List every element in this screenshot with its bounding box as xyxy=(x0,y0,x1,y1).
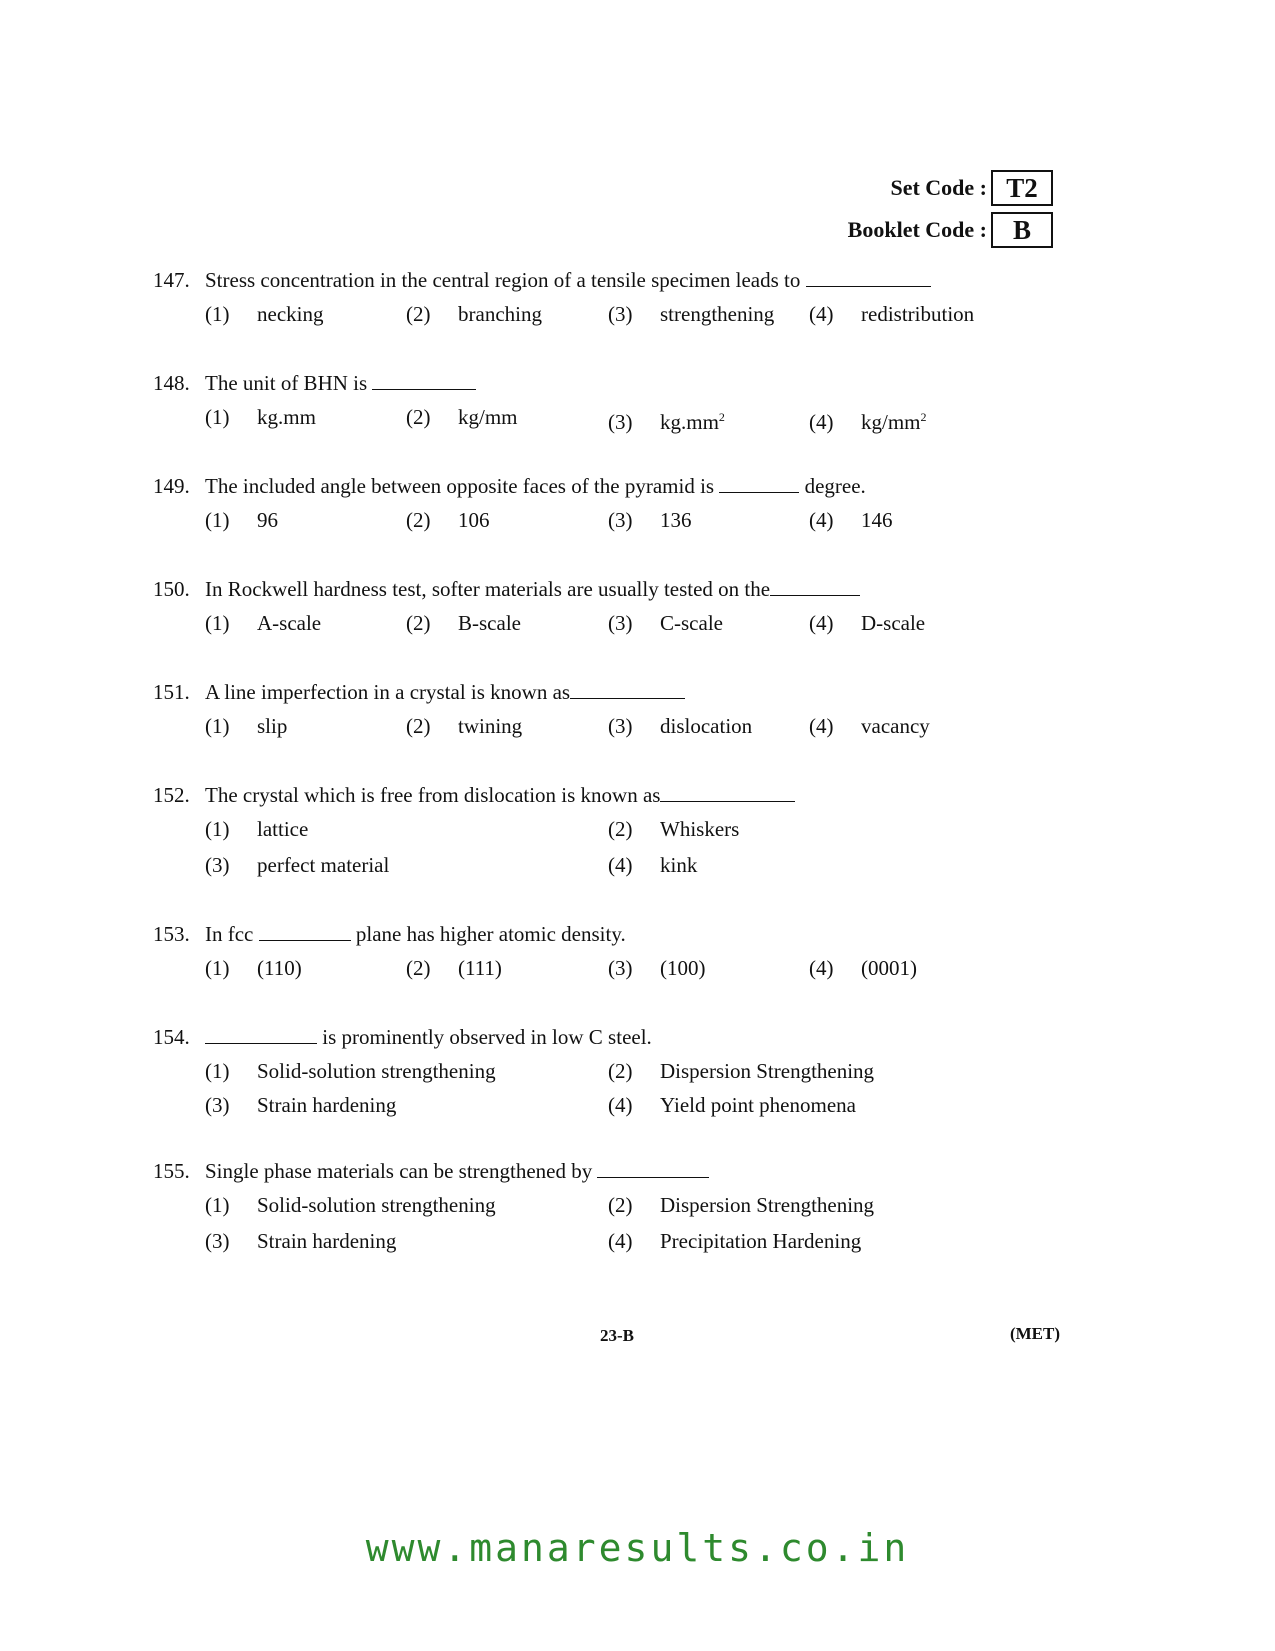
question-text-after: degree. xyxy=(804,474,866,498)
question-150 xyxy=(153,572,926,640)
question-text: In Rockwell hardness test, softer materials are usually tested on the xyxy=(205,577,771,601)
option-2: (2) B-scale xyxy=(406,611,521,635)
option-2: (2) branching xyxy=(406,302,542,326)
option-4: (4) $kg/mm^2$ xyxy=(809,410,927,434)
options xyxy=(153,503,893,537)
option-2: (2) twining xyxy=(406,714,523,738)
answer-blank xyxy=(205,1025,317,1044)
question-stem xyxy=(153,1020,652,1054)
question-text: The unit of BHN is xyxy=(205,371,368,395)
options xyxy=(153,400,927,434)
watermark-url[interactable]: www.manaresults.co.in xyxy=(365,1526,910,1570)
option-1: (1) kg.mm xyxy=(205,405,316,429)
question-stem xyxy=(153,917,626,951)
answer-blank xyxy=(770,577,860,596)
question-text: Stress concentration in the central region of a tensile specimen leads to xyxy=(205,268,801,292)
options xyxy=(153,1188,875,1260)
option-4: (4) Yield point phenomena xyxy=(608,1093,856,1117)
option-3: (3) 136 xyxy=(608,508,692,532)
option-1: (1) A-scale xyxy=(205,611,322,635)
question-number: 155. xyxy=(153,1159,190,1183)
question-149 xyxy=(153,469,893,537)
question-stem xyxy=(153,263,931,297)
question-155 xyxy=(153,1154,875,1260)
question-stem xyxy=(153,675,685,709)
option-3: (3) Strain hardening xyxy=(205,1229,397,1253)
option-4: (4) kink xyxy=(608,853,698,877)
option-1: (1) necking xyxy=(205,302,324,326)
question-text: In fcc xyxy=(205,922,254,946)
option-3: (3) dislocation xyxy=(608,714,753,738)
option-3: (3) C-scale xyxy=(608,611,723,635)
option-3: (3) Strain hardening xyxy=(205,1093,397,1117)
answer-blank xyxy=(372,371,476,390)
question-number: 152. xyxy=(153,783,190,807)
question-number: 154. xyxy=(153,1025,190,1049)
option-1: (1) Solid-solution strengthening xyxy=(205,1193,496,1217)
question-stem xyxy=(153,469,866,503)
options xyxy=(153,812,795,884)
option-2: (2) Dispersion Strengthening xyxy=(608,1059,875,1083)
question-151 xyxy=(153,675,930,743)
question-148 xyxy=(153,366,927,434)
question-text: Single phase materials can be strengthened by xyxy=(205,1159,593,1183)
option-3: (3) $kg.mm^2$ xyxy=(608,410,725,434)
booklet-code-label: Booklet Code : xyxy=(847,217,987,242)
option-1: (1) Solid-solution strengthening xyxy=(205,1059,496,1083)
option-4: (4) Precipitation Hardening xyxy=(608,1229,862,1253)
option-1: (1) lattice xyxy=(205,817,309,841)
option-3: (3) strengthening xyxy=(608,302,775,326)
question-stem xyxy=(153,1154,709,1188)
question-number: 147. xyxy=(153,268,190,292)
question-152 xyxy=(153,778,795,884)
option-4: (4) redistribution xyxy=(809,302,975,326)
question-text-after: is prominently observed in low C steel. xyxy=(322,1025,652,1049)
question-stem xyxy=(153,778,795,812)
booklet-code-row xyxy=(848,212,1053,248)
options xyxy=(153,1054,875,1126)
option-4: (4) (0001) xyxy=(809,956,917,980)
option-1: (1) slip xyxy=(205,714,288,738)
question-number: 153. xyxy=(153,922,190,946)
question-text: The included angle between opposite faces of the pyramid is xyxy=(205,474,715,498)
question-number: 148. xyxy=(153,371,190,395)
question-154 xyxy=(153,1020,875,1126)
option-2: (2) Whiskers xyxy=(608,817,740,841)
question-text-after: plane has higher atomic density. xyxy=(355,922,626,946)
question-text: The crystal which is free from dislocation is known as xyxy=(205,783,661,807)
question-153 xyxy=(153,917,917,985)
options xyxy=(153,709,930,743)
question-stem xyxy=(153,366,476,400)
question-text: A line imperfection in a crystal is known as xyxy=(205,680,571,704)
answer-blank xyxy=(660,783,795,802)
set-code-label: Set Code : xyxy=(890,175,987,200)
booklet-code-value: B xyxy=(991,212,1053,248)
option-1: (1) 96 xyxy=(205,508,278,532)
option-1: (1) (110) xyxy=(205,956,302,980)
answer-blank xyxy=(806,268,931,287)
answer-blank xyxy=(259,922,351,941)
option-4: (4) vacancy xyxy=(809,714,930,738)
option-2: (2) (111) xyxy=(406,956,502,980)
option-3: (3) (100) xyxy=(608,956,706,980)
options xyxy=(153,606,926,640)
subject-code: (MET) xyxy=(1009,1324,1060,1343)
option-2: (2) 106 xyxy=(406,508,490,532)
option-2: (2) Dispersion Strengthening xyxy=(608,1193,875,1217)
question-stem xyxy=(153,572,860,606)
answer-blank xyxy=(597,1159,709,1178)
set-code-value: T2 xyxy=(991,170,1053,206)
question-number: 150. xyxy=(153,577,190,601)
set-code-row xyxy=(848,170,1053,206)
options xyxy=(153,951,917,985)
question-147 xyxy=(153,263,975,331)
code-block xyxy=(848,170,1053,254)
option-4: (4) D-scale xyxy=(809,611,926,635)
answer-blank xyxy=(570,680,685,699)
option-3: (3) perfect material xyxy=(205,853,390,877)
option-2: (2) kg/mm xyxy=(406,405,518,429)
answer-blank xyxy=(719,474,799,493)
option-4: (4) 146 xyxy=(809,508,893,532)
question-number: 149. xyxy=(153,474,190,498)
page-number: 23-B xyxy=(600,1326,634,1345)
options xyxy=(153,297,975,331)
question-number: 151. xyxy=(153,680,190,704)
